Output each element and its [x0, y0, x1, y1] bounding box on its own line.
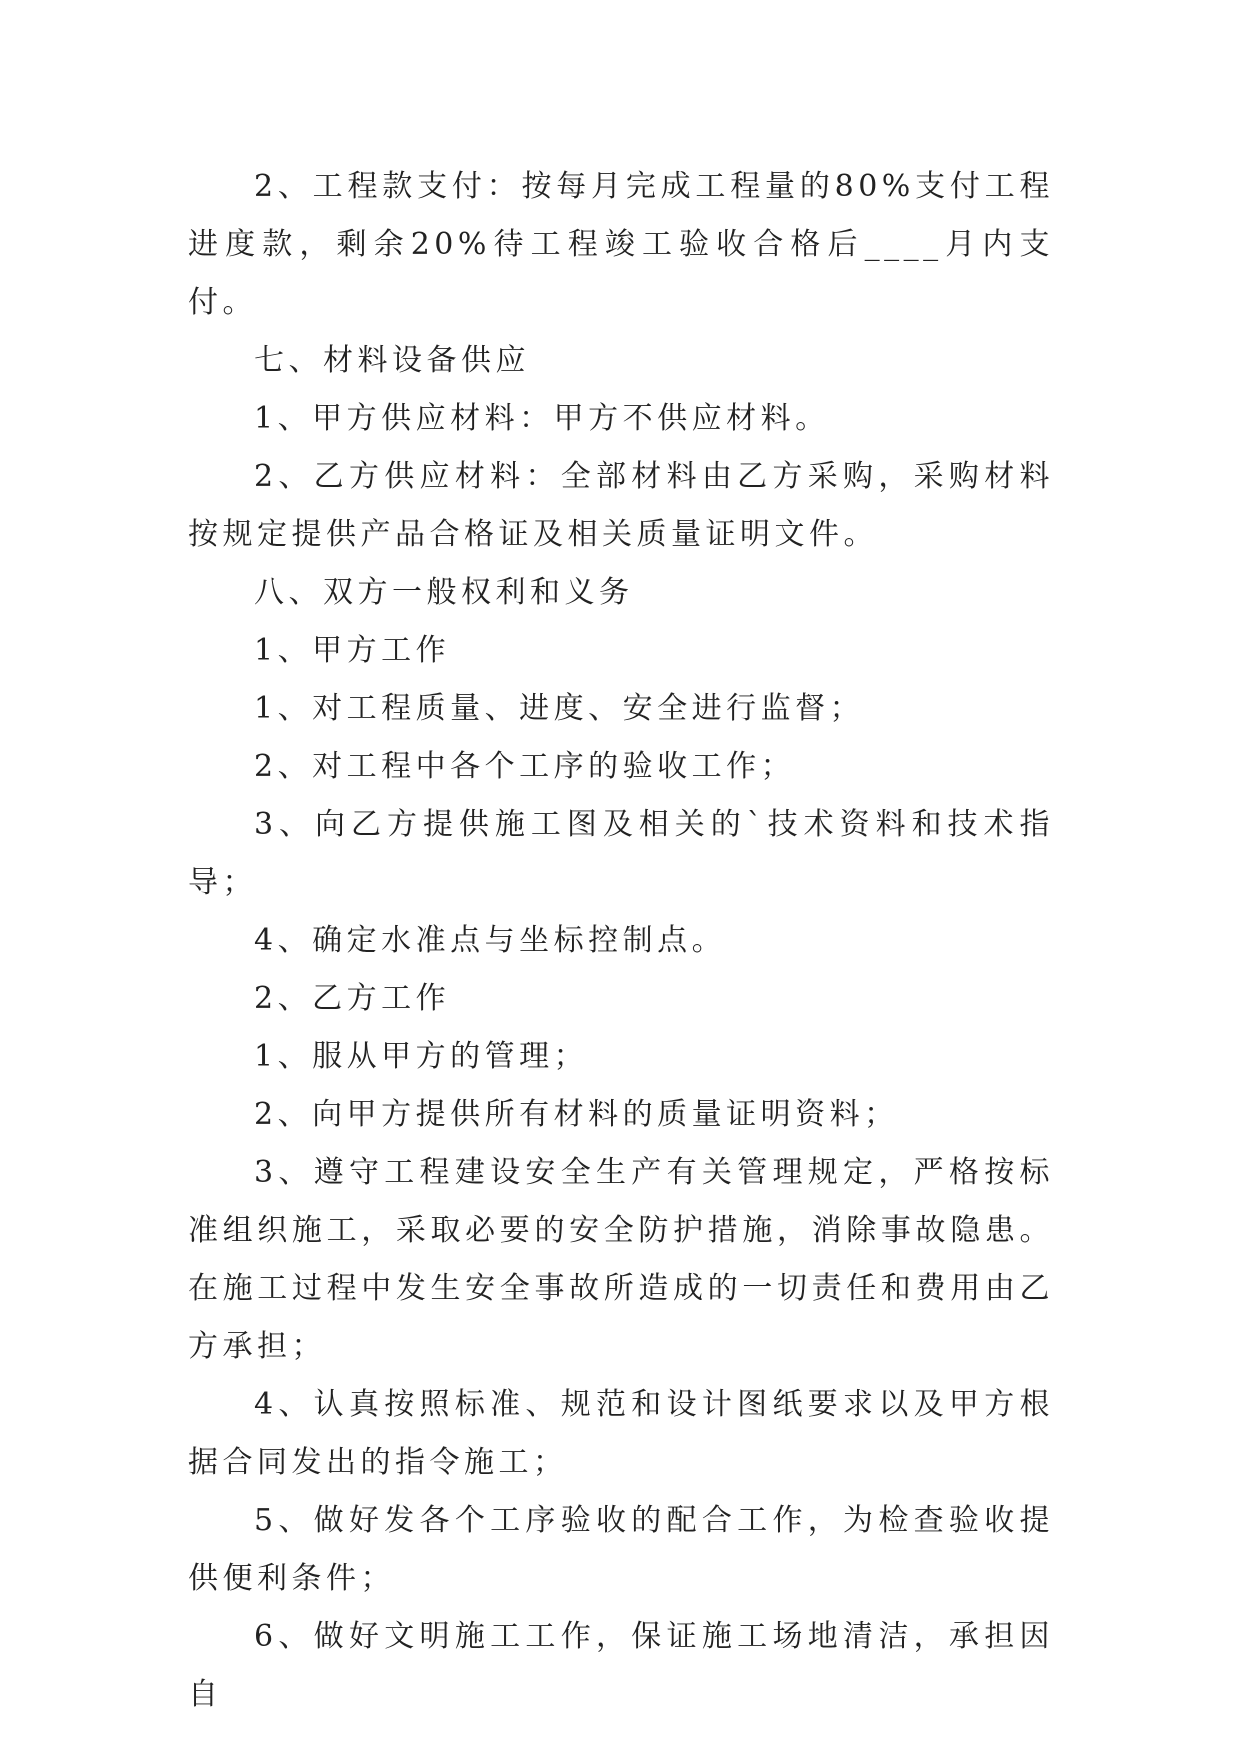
list-item: 2、对工程中各个工序的验收工作； [254, 749, 796, 784]
list-item: 3、遵守工程建设安全生产有关管理规定，严格按标准组织施工，采取必要的安全防护措施，消除事故隐患。在施工过程中发生安全事故所造成的一切责任和费用由乙方承担； [188, 1155, 1054, 1364]
paragraph-party-b-materials: 2、乙方供应材料：全部材料由乙方采购，采购材料按规定提供产品合格证及相关质量证明文件。 [188, 459, 1054, 552]
list-item: 4、确定水准点与坐标控制点。 [254, 923, 727, 958]
section-heading-materials-supply: 七、材料设备供应 [254, 343, 530, 378]
list-item: 6、做好文明施工工作，保证施工场地清洁，承担因自 [188, 1619, 1054, 1712]
subheading-party-a-work: 1、甲方工作 [254, 633, 451, 668]
document-body [188, 158, 1054, 1724]
list-item: 1、服从甲方的管理； [254, 1039, 589, 1074]
list-item: 5、做好发各个工序验收的配合工作，为检查验收提供便利条件； [188, 1503, 1054, 1596]
list-item: 3、向乙方提供施工图及相关的`技术资料和技术指导； [188, 807, 1054, 900]
subheading-party-b-work: 2、乙方工作 [254, 981, 451, 1016]
paragraph-payment-terms: 2、工程款支付：按每月完成工程量的80%支付工程进度款，剩余20%待工程竣工验收合格后____月内支付。 [188, 169, 1054, 320]
section-heading-rights-obligations: 八、双方一般权利和义务 [254, 575, 634, 610]
list-item: 4、认真按照标准、规范和设计图纸要求以及甲方根据合同发出的指令施工； [188, 1387, 1054, 1480]
paragraph-party-a-materials: 1、甲方供应材料：甲方不供应材料。 [254, 401, 830, 436]
list-item: 1、对工程质量、进度、安全进行监督； [254, 691, 865, 726]
list-item: 2、向甲方提供所有材料的质量证明资料； [254, 1097, 899, 1132]
